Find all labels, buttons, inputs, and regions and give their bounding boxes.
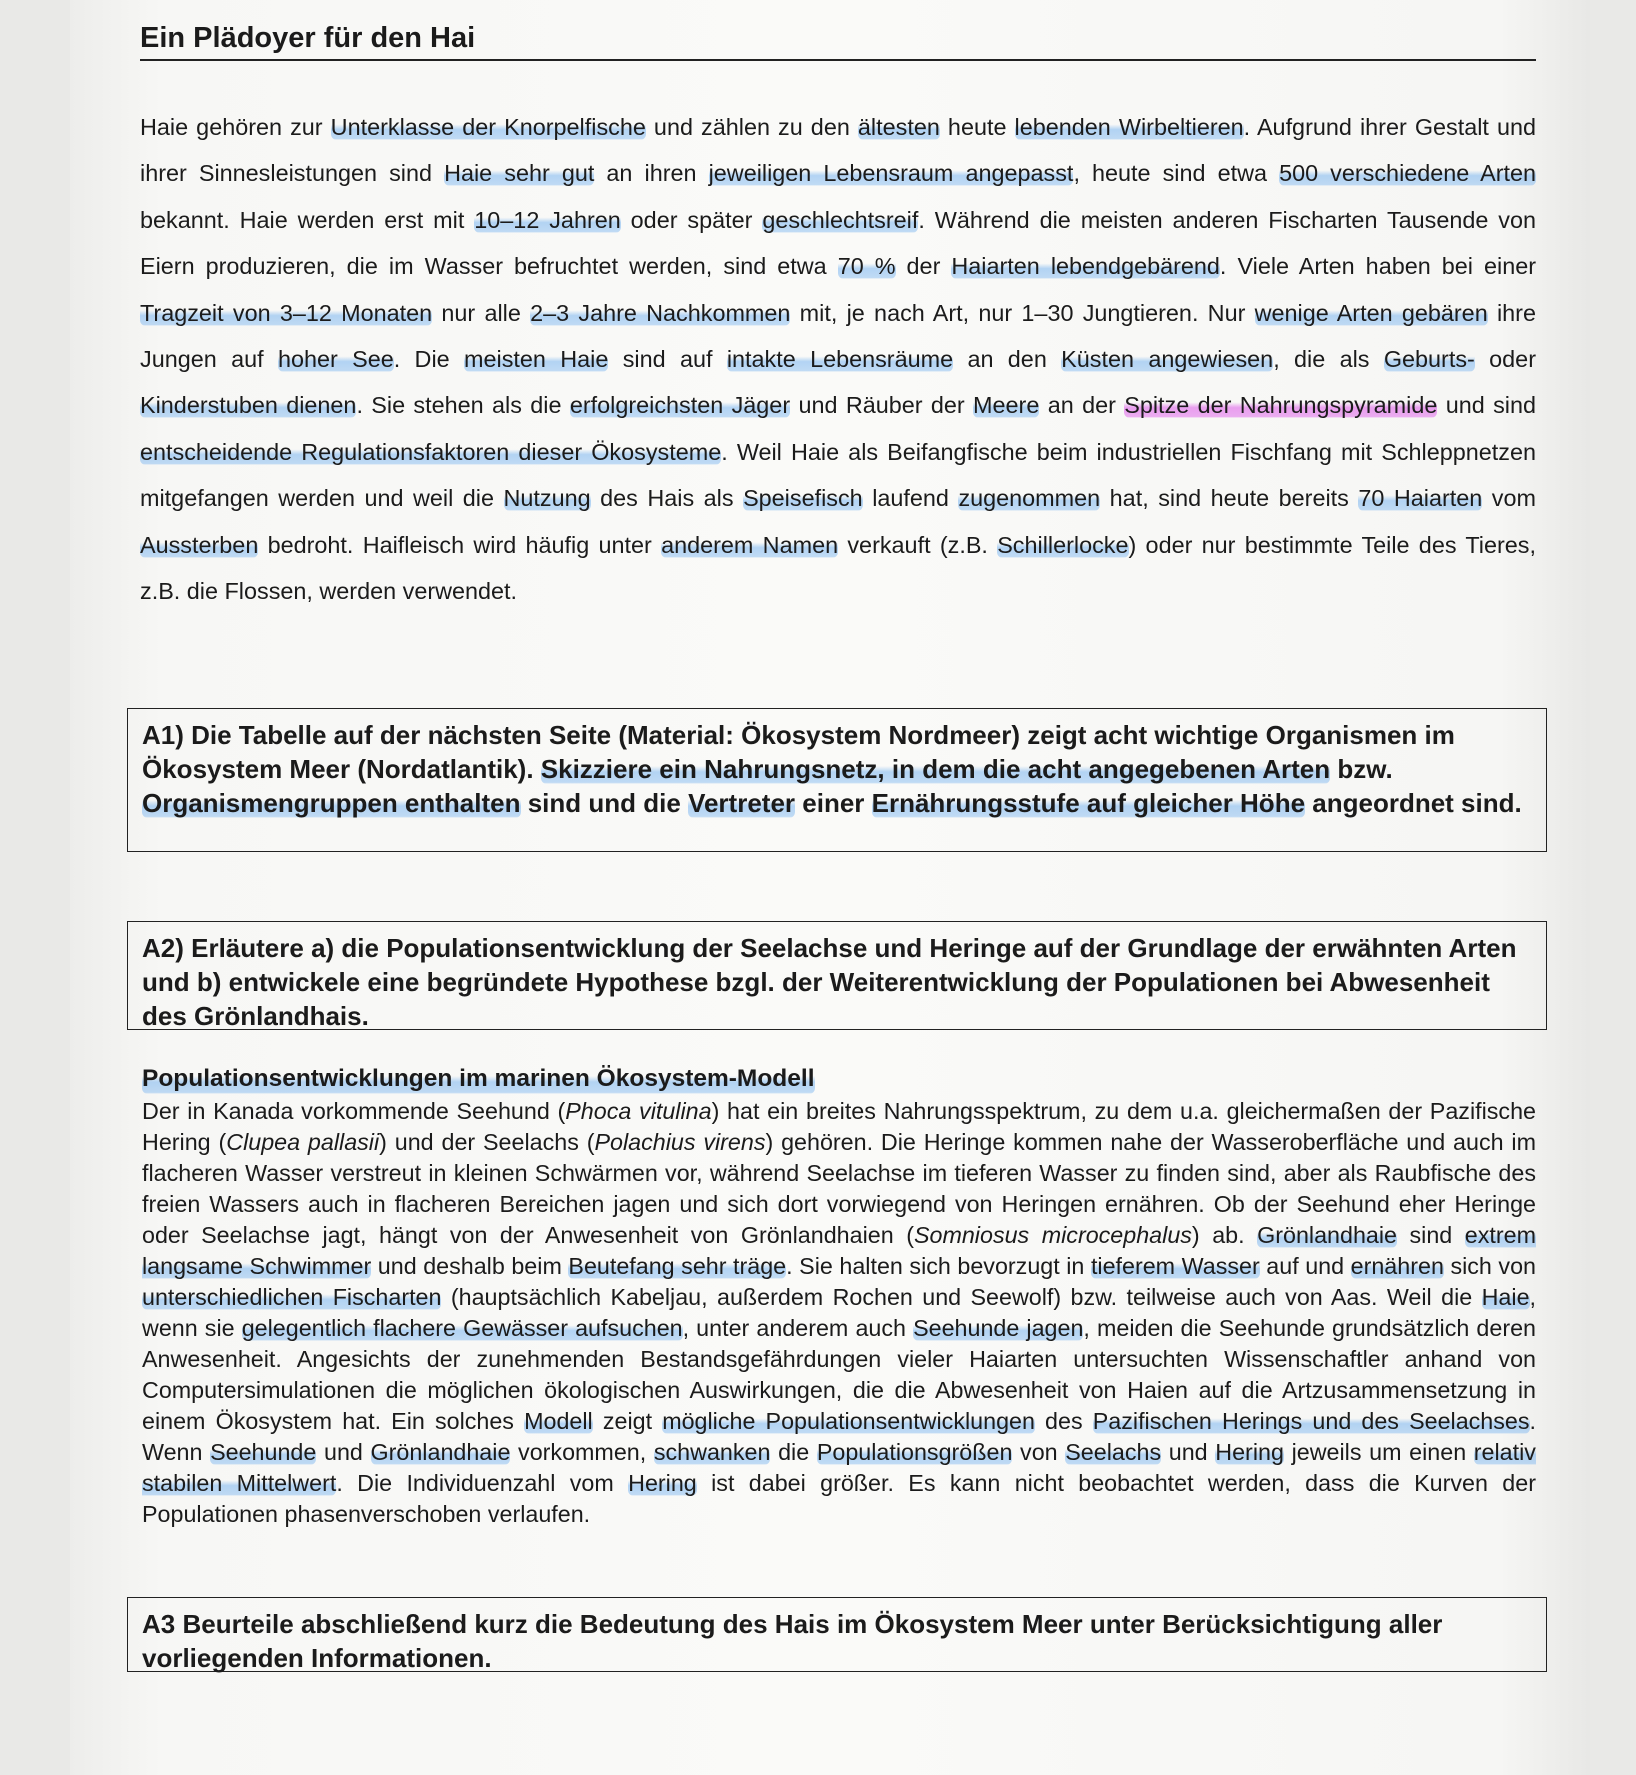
highlight: Modell (524, 1408, 593, 1434)
highlight: Haiarten lebendgebärend (951, 253, 1220, 280)
text-run: an den (953, 346, 1062, 373)
highlight: Kinderstuben dienen (140, 392, 357, 419)
text-run: . Die (393, 346, 464, 373)
text-run: ist dabei größer. Es kann nicht beobachtet werden, dass die Kurven der Populationen phasenverschoben verlaufen. (142, 1470, 1536, 1527)
text-run: einer (795, 788, 872, 818)
text-run: bzw. (1330, 754, 1393, 784)
text-run: . Die Individuenzahl vom (336, 1470, 629, 1496)
highlight: gelegentlich flachere Gewässer aufsuchen (241, 1315, 683, 1341)
highlight: lebenden Wirbeltieren (1014, 114, 1244, 140)
text-run: mit, je nach Art, nur 1–30 Jungtieren. Nur (790, 299, 1255, 326)
text-run: ) gehören. Die Heringe kommen nahe der Wasseroberfläche und auch im flacheren Wasser verstreut in kleinen Schwärmen vor, während Seelachse im tieferen Wasser zu finden sind, aber als Raubfische des freien Wassers auch in flacheren Bereichen jagen und sich dort vorwiegend von Heringen ernähren. Ob der Seehund eher Heringe oder Seelachse jagt, hängt von der Anwesenheit von Grönlandhaien ( (142, 1129, 1536, 1248)
text-run: heute (939, 114, 1015, 140)
text-run: A2) Erläutere a) die Populationsentwicklung der Seelachse und Heringe auf der Grundlage der erwähnten Arten und b) entwickele eine begründete Hypothese bzgl. der Weiterentwicklung der Populationen bei Abwesenheit des Grönlandhais. (142, 933, 1517, 1031)
text-run: (hauptsächlich Kabeljau, außerdem Rochen und Seewolf) bzw. teilweise auch von Aas. Weil die (441, 1284, 1482, 1310)
highlight: Tragzeit von 3–12 Monaten (140, 299, 433, 326)
highlight: Seehunde jagen (913, 1315, 1084, 1341)
text-run: Der in Kanada vorkommende Seehund ( (142, 1098, 566, 1124)
text-run: und sind (1437, 392, 1537, 419)
text-run: ) hat ein breites Nahrungsspektrum, zu dem u.a. gleichermaßen der Pazifische Hering ( (142, 1098, 1536, 1155)
title-underline (140, 59, 1536, 61)
highlight: Haie (1481, 1284, 1530, 1310)
text-run: A3 Beurteile abschließend kurz die Bedeutung des Hais im Ökosystem Meer unter Berücksichtigung aller vorliegenden Informationen. (142, 1609, 1443, 1673)
text-run: verkauft (z.B. (838, 531, 998, 558)
species-name: Clupea pallasii (226, 1129, 380, 1155)
highlight: Ernährungsstufe auf gleicher Höhe (871, 788, 1306, 818)
highlight: entscheidende Regulationsfaktoren dieser Ökosysteme (140, 438, 722, 465)
highlight: schwanken (653, 1439, 771, 1465)
highlight: Küsten angewiesen (1061, 346, 1274, 373)
text-run: laufend (862, 485, 959, 512)
text-run: oder später (620, 206, 763, 233)
task-box-a3 (127, 1597, 1547, 1672)
text-run: oder (1474, 346, 1536, 373)
highlight: ernähren (1350, 1253, 1444, 1279)
highlight: extrem langsame Schwimmer (142, 1222, 1536, 1279)
highlight: 70 % (837, 253, 896, 280)
highlight: Beutefang sehr träge (568, 1253, 787, 1279)
species-name: Phoca vitulina (565, 1098, 712, 1124)
highlight: Seelachs (1065, 1439, 1162, 1465)
highlight: 2–3 Jahre Nachkommen (530, 299, 791, 326)
text-run: sind auf (608, 346, 727, 373)
text-run: vorkommen, (510, 1439, 654, 1465)
text-run: , meiden die Seehunde grundsätzlich deren Anwesenheit. Angesichts der zunehmenden Bestandsgefährdungen vieler Haiarten untersuchten Wissenschaftler anhand von Computersimulationen die möglichen ökologischen Auswirkungen, die die Abwesenheit von Haien auf die Artzusammensetzung in einem Ökosystem hat. Ein solches (142, 1315, 1536, 1434)
highlight: hoher See (277, 346, 394, 373)
text-run: zeigt (592, 1408, 663, 1434)
highlight: Meere (973, 392, 1040, 419)
text-run: des Hais als (590, 485, 744, 512)
text-run: an ihren (594, 160, 709, 187)
text-run: angeordnet sind. (1305, 788, 1522, 818)
highlight: mögliche Populationsentwicklungen (662, 1408, 1035, 1434)
highlight: Schillerlocke (997, 531, 1129, 558)
text-run: . Aufgrund ihrer Gestalt und ihrer Sinnesleistungen sind (140, 114, 1537, 187)
text-run: . Während die meisten anderen Fischarten Tausende von Eiern produzieren, die im Wasser befruchtet werden, sind etwa (140, 206, 1537, 280)
highlight: 500 verschiedene Arten (1279, 160, 1536, 187)
text-run: die (770, 1439, 817, 1465)
text-run: . Viele Arten haben bei einer (1219, 253, 1536, 280)
highlight: unterschiedlichen Fischarten (142, 1284, 442, 1310)
text-run: und deshalb beim (371, 1253, 569, 1279)
page-title: Ein Plädoyer für den Hai (140, 22, 476, 54)
highlight: meisten Haie (464, 346, 609, 373)
text-run: jeweils um einen (1283, 1439, 1474, 1465)
highlight: zugenommen (958, 485, 1101, 512)
highlight: relativ stabilen Mittelwert (142, 1439, 1536, 1496)
highlight: Geburts- (1383, 346, 1475, 373)
highlight: Haie sehr gut (444, 160, 595, 187)
highlight: Pazifischen Herings und des Seelachses (1092, 1408, 1530, 1434)
highlight: 10–12 Jahren (474, 206, 621, 233)
highlight: Grönlandhaie (1257, 1222, 1397, 1248)
highlight: Unterklasse der Knorpelfische (330, 114, 646, 140)
text-run: . Sie stehen als die (356, 392, 570, 419)
model-paragraph (142, 1096, 1536, 1530)
text-run: , die als (1273, 346, 1384, 373)
text-run: ) und der Seelachs ( (379, 1129, 595, 1155)
highlight: 70 Haiarten (1358, 485, 1483, 512)
highlight: ältesten (857, 114, 940, 140)
text-run: und zählen zu den (645, 114, 858, 140)
text-run: , wenn sie (142, 1284, 1537, 1341)
highlight: intakte Lebensräume (726, 346, 954, 373)
task-box-a2 (127, 921, 1547, 1030)
highlight: Speisefisch (743, 485, 863, 512)
highlight: Organismengruppen enthalten (142, 788, 521, 818)
highlight: erfolgreichsten Jäger (569, 392, 791, 419)
highlight: geschlechtsreif (762, 206, 919, 233)
highlight: Aussterben (140, 531, 259, 558)
highlight: Populationsgrößen (816, 1439, 1013, 1465)
highlight: jeweiligen Lebensraum angepasst (708, 160, 1074, 187)
highlight: Vertreter (688, 788, 796, 818)
text-run: bedroht. Haifleisch wird häufig unter (258, 531, 662, 558)
text-run: . Sie halten sich bevorzugt in (786, 1253, 1091, 1279)
text-run: ) oder nur bestimmte Teile des Tieres, z.B. die Flossen, werden verwendet. (140, 531, 1536, 605)
text-run: . Wenn (142, 1408, 1537, 1465)
intro-paragraph (140, 104, 1536, 614)
species-name: Somniosus microcephalus (913, 1222, 1192, 1248)
text-run: Haie gehören zur (140, 114, 331, 140)
text-run: an der (1039, 392, 1125, 419)
highlight: Hering (628, 1470, 697, 1496)
text-run: bekannt. Haie werden erst mit (140, 206, 475, 233)
text-run: des (1034, 1408, 1093, 1434)
highlight: anderem Namen (661, 531, 839, 558)
text-run: sind (1397, 1222, 1465, 1248)
text-run: von (1012, 1439, 1066, 1465)
text-run: . Weil Haie als Beifangfische beim industriellen Fischfang mit Schleppnetzen mitgefangen werden und weil die (140, 438, 1536, 512)
text-run: auf und (1259, 1253, 1351, 1279)
section-heading: Populationsentwicklungen im marinen Ökosystem-Modell (142, 1065, 815, 1092)
text-run: der (895, 253, 952, 280)
text-run: nur alle (432, 299, 531, 326)
highlight: Skizziere ein Nahrungsnetz, in dem die acht angegebenen Arten (540, 754, 1331, 784)
highlight: Seehunde (210, 1439, 317, 1465)
highlight: wenige Arten gebären (1254, 299, 1488, 326)
task-box-a1 (127, 708, 1547, 852)
text-run: , unter anderem auch (682, 1315, 914, 1341)
text-run: ihre Jungen auf (140, 299, 1536, 373)
highlight-pink: Spitze der Nahrungspyramide (1124, 392, 1438, 419)
highlight: Nutzung (503, 485, 591, 512)
text-run: hat, sind heute bereits (1100, 485, 1359, 512)
highlight: tieferem Wasser (1090, 1253, 1260, 1279)
text-run: und Räuber der (790, 392, 974, 419)
highlight: Hering (1215, 1439, 1284, 1465)
text-run: und (316, 1439, 371, 1465)
text-run: ) ab. (1191, 1222, 1258, 1248)
text-run: und (1161, 1439, 1216, 1465)
species-name: Polachius virens (594, 1129, 766, 1155)
text-run: , heute sind etwa (1073, 160, 1280, 187)
text-run: sind und die (520, 788, 689, 818)
highlight: Grönlandhaie (370, 1439, 511, 1465)
text-run: vom (1482, 485, 1536, 512)
text-run: sich von (1443, 1253, 1536, 1279)
text-run: A1) Die Tabelle auf der nächsten Seite (Material: Ökosystem Nordmeer) zeigt acht wichtige Organismen im Ökosystem Meer (Nordatlantik). (142, 720, 1455, 784)
